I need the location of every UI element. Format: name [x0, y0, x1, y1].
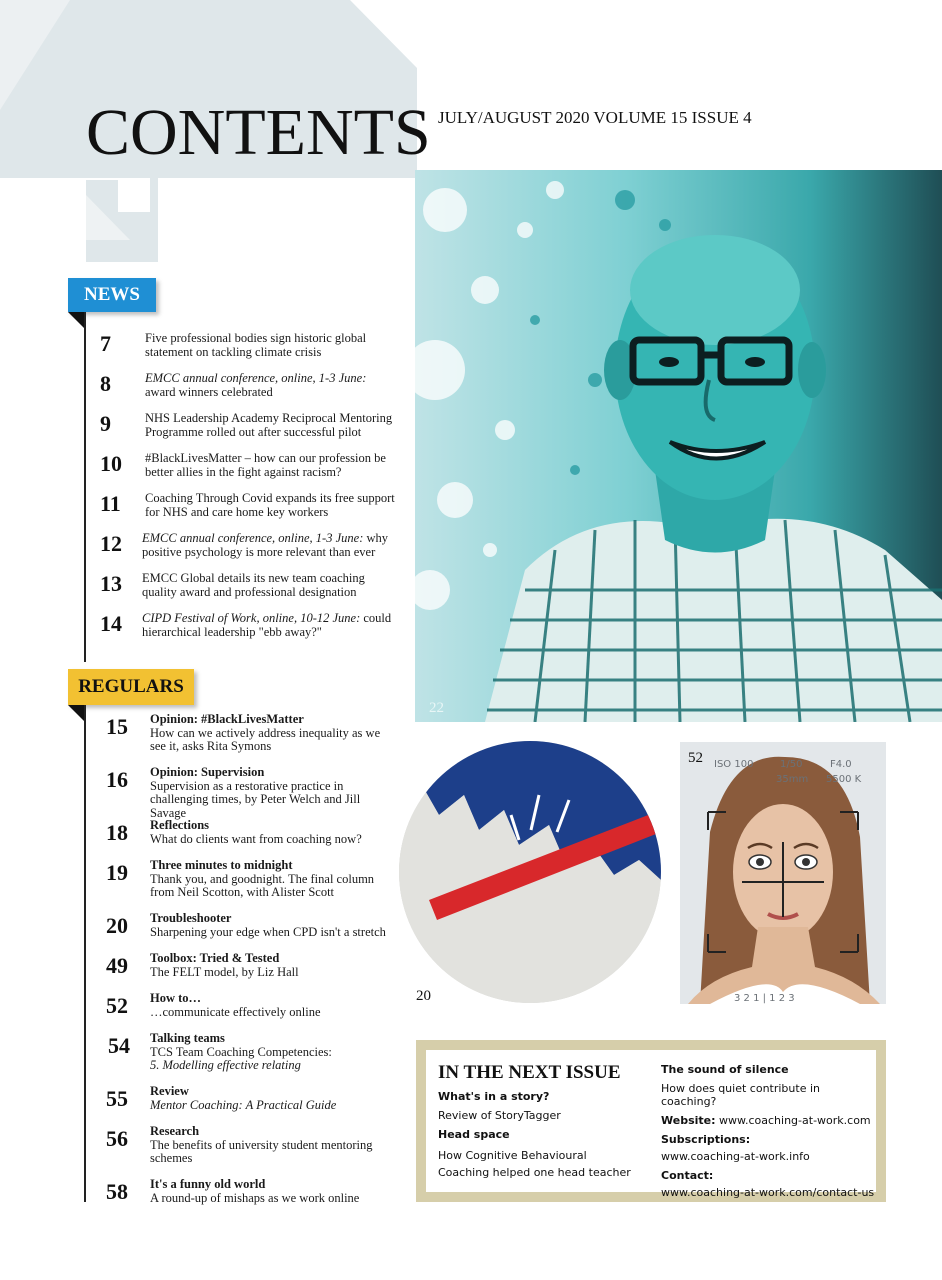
regular-item[interactable]	[106, 1125, 395, 1166]
page-title: CONTENTS	[86, 96, 431, 169]
hud-aperture: F4.0	[830, 759, 852, 770]
news-item-page-number: 10	[100, 451, 122, 476]
regular-item-text	[150, 1032, 395, 1073]
regular-item-description: Mentor Coaching: A Practical Guide	[150, 1097, 337, 1112]
regular-item-description: Sharpening your edge when CPD isn't a stretch	[150, 924, 386, 939]
regular-item-heading: Opinion: Supervision	[150, 765, 265, 779]
news-item[interactable]	[100, 372, 395, 399]
subs-label: Subscriptions:	[661, 1133, 751, 1146]
regular-item[interactable]	[106, 1085, 395, 1112]
news-item-page-number: 13	[100, 571, 122, 596]
regular-item-page-number: 52	[106, 993, 128, 1018]
section-label-regulars: REGULARS	[68, 669, 194, 705]
hud-iso: ISO 100	[714, 759, 754, 770]
hud-shutter: 1/50	[780, 759, 803, 770]
next-s2-head: Head space	[438, 1128, 510, 1141]
hud-scale: 3 2 1 | 1 2 3	[734, 993, 795, 1004]
regular-item-text	[150, 1125, 395, 1166]
regular-item[interactable]	[106, 952, 395, 979]
news-item-page-number: 12	[100, 531, 122, 556]
website-label: Website:	[661, 1114, 716, 1127]
news-item-description: Coaching Through Covid expands its free support for NHS and care home key workers	[145, 491, 395, 519]
news-divider-line	[84, 312, 86, 662]
regular-item-heading: Reflections	[150, 818, 210, 832]
regular-item-description: Thank you, and goodnight. The final column from Neil Scotton, with Alister Scott	[150, 871, 375, 899]
news-item-page-number: 11	[100, 491, 121, 516]
regular-item-text	[150, 912, 395, 939]
regular-item[interactable]	[106, 912, 395, 939]
news-item-page-number: 14	[100, 611, 122, 636]
regular-item[interactable]	[108, 1032, 395, 1073]
regular-item[interactable]	[106, 992, 395, 1019]
regular-item-text	[150, 859, 395, 900]
news-item-description: Five professional bodies sign historic global statement on tackling climate crisis	[145, 331, 367, 359]
regular-item[interactable]	[106, 1178, 395, 1205]
news-item[interactable]	[100, 532, 392, 559]
regular-item-description: A round-up of mishaps as we work online	[150, 1190, 360, 1205]
regular-item-page-number: 18	[106, 820, 128, 845]
next-issue-title: IN THE NEXT ISSUE	[438, 1062, 621, 1083]
website-link[interactable]: www.coaching-at-work.com	[719, 1114, 871, 1127]
regular-item-description: …communicate effectively online	[150, 1004, 321, 1019]
news-item-text	[145, 372, 395, 399]
news-item-text	[145, 412, 395, 439]
news-item[interactable]	[100, 412, 395, 439]
news-item-text	[145, 492, 395, 519]
next-s3-head: The sound of silence	[661, 1063, 789, 1076]
news-item-description: why positive psychology is more relevant than ever	[142, 531, 389, 559]
regular-item-description: How can we actively address inequality as we see it, asks Rita Symons	[150, 725, 381, 753]
regulars-label-fold	[68, 705, 84, 721]
regular-item-page-number: 49	[106, 953, 128, 978]
news-item-page-number: 8	[100, 371, 111, 396]
issue-info: JULY/AUGUST 2020 VOLUME 15 ISSUE 4	[438, 108, 752, 127]
regular-item-description: TCS Team Coaching Competencies:	[150, 1044, 332, 1059]
regular-item-page-number: 19	[106, 860, 128, 885]
next-issue-left	[438, 1090, 638, 1181]
news-item-text	[142, 612, 392, 639]
regular-item-heading: Toolbox: Tried & Tested	[150, 951, 280, 965]
news-item-description: could hierarchical leadership "ebb away?"	[142, 611, 392, 639]
saw-illustration	[399, 740, 661, 1004]
regular-item-page-number: 56	[106, 1126, 128, 1151]
regular-item-page-number: 16	[106, 767, 128, 792]
regular-item-text	[150, 713, 395, 754]
regular-item-page-number: 15	[106, 714, 128, 739]
regular-item-page-number: 20	[106, 913, 128, 938]
regular-item-heading: It's a funny old world	[150, 1177, 266, 1191]
regular-item-description: Supervision as a restorative practice in challenging times, by Peter Welch and Jill Savage	[150, 778, 361, 820]
news-item[interactable]	[100, 572, 392, 599]
regular-item[interactable]	[106, 859, 395, 900]
saw-page-number: 20	[416, 988, 431, 1004]
regular-item-subtitle: 5. Modelling effective relating	[150, 1058, 301, 1072]
face-illustration	[680, 742, 886, 1004]
contact-label: Contact:	[661, 1169, 714, 1182]
news-item[interactable]	[100, 612, 392, 639]
next-s2-text: How Cognitive Behavioural Coaching helped one head teacher	[438, 1149, 631, 1179]
next-s3-text: How does quiet contribute in coaching?	[661, 1082, 820, 1108]
hud-focal: 35mm	[776, 774, 809, 785]
news-item-text	[142, 532, 392, 559]
regular-item-heading: Research	[150, 1124, 200, 1138]
regular-item-text	[150, 1085, 395, 1112]
news-item-description: NHS Leadership Academy Reciprocal Mentoring Programme rolled out after successful pilot	[145, 411, 393, 439]
news-label-fold	[68, 312, 84, 328]
regular-item-heading: Review	[150, 1084, 189, 1098]
regular-item-description: The benefits of university student mentoring schemes	[150, 1137, 373, 1165]
regular-item[interactable]	[106, 713, 395, 754]
news-item-description: EMCC Global details its new team coaching quality award and professional designation	[142, 571, 365, 599]
face-page-number: 52	[688, 750, 703, 766]
regular-item[interactable]	[106, 766, 395, 820]
regular-item-text	[150, 766, 395, 820]
regular-item-text	[150, 952, 395, 979]
regular-item-heading: Talking teams	[150, 1031, 225, 1045]
regular-item-heading: Three minutes to midnight	[150, 858, 293, 872]
news-item-text	[145, 452, 395, 479]
news-item-page-number: 9	[100, 411, 111, 436]
news-item-description: #BlackLivesMatter – how can our profession be better allies in the fight against racism?	[145, 451, 386, 479]
news-item[interactable]	[100, 492, 395, 519]
section-label-news: NEWS	[68, 278, 156, 312]
news-item-text	[145, 332, 395, 359]
news-item-italic: EMCC annual conference, online, 1-3 June:	[142, 531, 364, 545]
regular-item-heading: Opinion: #BlackLivesMatter	[150, 712, 304, 726]
news-item-page-number: 7	[100, 331, 111, 356]
news-item[interactable]	[100, 332, 395, 359]
main-illustration-page-number: 22	[429, 700, 444, 716]
next-s1-head: What's in a story?	[438, 1090, 550, 1103]
regulars-divider-line	[84, 705, 86, 1202]
news-item-italic: EMCC annual conference, online, 1-3 June:	[145, 371, 367, 385]
regular-item-description: The FELT model, by Liz Hall	[150, 964, 299, 979]
subs-link[interactable]: www.coaching-at-work.info	[661, 1150, 810, 1163]
news-item-text	[142, 572, 392, 599]
news-item-description: award winners celebrated	[145, 384, 273, 399]
regular-item-page-number: 58	[106, 1179, 128, 1204]
main-illustration	[415, 170, 942, 722]
hud-wb: 5500 K	[826, 774, 862, 785]
contact-link[interactable]: www.coaching-at-work.com/contact-us	[661, 1186, 875, 1199]
regular-item-description: What do clients want from coaching now?	[150, 831, 362, 846]
news-item[interactable]	[100, 452, 395, 479]
regular-item-text	[150, 1178, 395, 1205]
regular-item-text	[150, 992, 395, 1019]
news-item-italic: CIPD Festival of Work, online, 10-12 June:	[142, 611, 361, 625]
next-issue-right	[661, 1063, 876, 1199]
regular-item[interactable]	[106, 819, 395, 846]
regular-item-text	[150, 819, 395, 846]
regular-item-page-number: 55	[106, 1086, 128, 1111]
regular-item-heading: Troubleshooter	[150, 911, 232, 925]
regular-item-page-number: 54	[108, 1033, 130, 1058]
regular-item-heading: How to…	[150, 991, 202, 1005]
next-s1-text: Review of StoryTagger	[438, 1109, 561, 1122]
